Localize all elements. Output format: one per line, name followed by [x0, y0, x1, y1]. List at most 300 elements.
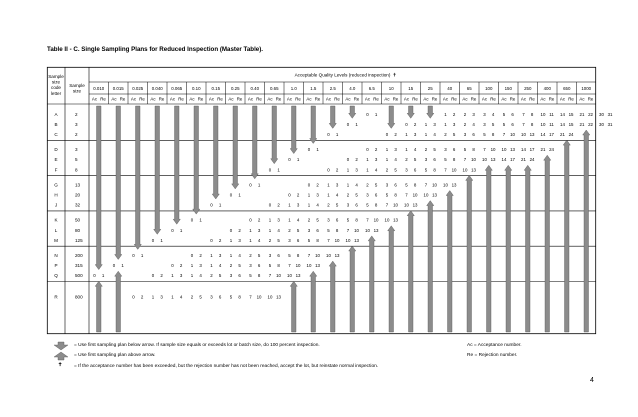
sample-code-letter: E [54, 157, 58, 163]
aql-level-header: 1000 [581, 86, 592, 91]
re-value: 1 [257, 182, 261, 188]
re-value: 6 [511, 111, 514, 117]
ac-value: 3 [463, 132, 467, 137]
re-value: 3 [394, 147, 397, 153]
ac-value: 5 [463, 147, 467, 153]
ac-value: 1 [268, 227, 272, 233]
sample-size: 3 [75, 121, 78, 127]
ac-label: Ac [481, 96, 488, 102]
re-value: 8 [335, 227, 339, 233]
ac-value: 0 [268, 167, 272, 173]
ac-label: Ac [228, 96, 234, 102]
ac-value: 10 [306, 263, 312, 269]
ac-value: 2 [210, 273, 213, 279]
ac-value: 21 [560, 132, 565, 137]
re-value: 11 [549, 111, 554, 117]
re-value: 1 [218, 202, 222, 208]
re-value: 3 [296, 202, 300, 208]
sample-code-letter: L [54, 227, 58, 233]
re-value: 2 [413, 121, 417, 127]
re-label: Re [256, 96, 262, 102]
re-value: 10 [373, 217, 379, 223]
ac-value: 5 [288, 253, 291, 258]
sample-code-letter: F [54, 167, 58, 173]
re-value: 5 [277, 237, 280, 243]
re-value: 4 [179, 294, 183, 300]
ac-value: 2 [268, 237, 272, 243]
aql-level-header: 650 [563, 86, 571, 91]
ac-value: 14 [521, 147, 526, 153]
re-value: 17 [529, 147, 535, 153]
ac-value: 5 [346, 217, 350, 223]
re-value: 22 [588, 111, 593, 117]
sample-code-letter: H [54, 192, 58, 198]
ac-value: 30 [599, 111, 604, 117]
re-value: 6 [296, 237, 300, 243]
arrow-up-icon [407, 211, 414, 332]
re-value: 1 [296, 157, 300, 163]
aql-level-header: 150 [504, 86, 512, 91]
ac-value: 21 [579, 111, 585, 117]
aql-level-header: 1.5 [310, 86, 317, 91]
re-value: 8 [257, 273, 261, 279]
re-value: 3 [355, 167, 358, 173]
ac-value: 7 [346, 227, 350, 233]
ac-value: 3 [307, 227, 311, 233]
ac-value: 10 [501, 147, 507, 153]
re-value: 1 [374, 111, 378, 117]
re-value: 3 [199, 263, 202, 269]
aql-level-header: 100 [485, 86, 493, 91]
ac-value: 1 [405, 132, 408, 137]
ac-value: 0 [249, 182, 252, 188]
re-label: Re [197, 96, 204, 102]
aql-level-header: 0.015 [112, 86, 124, 91]
sample-code-letter: J [54, 202, 58, 208]
ac-value: 2 [444, 132, 447, 137]
re-value: 13 [393, 217, 398, 223]
re-value: 1 [179, 227, 183, 233]
arrow-down-icon [212, 106, 219, 199]
ac-value: 0 [151, 273, 155, 279]
ac-label: Ac [169, 96, 176, 102]
ac-value: 7 [522, 121, 525, 127]
ac-value: 1 [288, 202, 291, 208]
ac-value: 21 [579, 121, 585, 127]
arrow-up-icon [54, 352, 68, 360]
ac-value: 14 [560, 111, 565, 117]
re-value: 3 [433, 121, 436, 127]
re-value: 13 [334, 253, 340, 258]
arrow-up-icon [466, 175, 473, 332]
ac-value: 7 [268, 273, 272, 279]
re-label: Re [451, 96, 457, 102]
re-value: 4 [218, 263, 222, 269]
ac-value: 0 [405, 121, 408, 127]
re-value: 24 [568, 132, 574, 137]
re-value: 1 [355, 121, 358, 127]
re-label: Re [314, 96, 321, 102]
ac-value: 0 [366, 111, 369, 117]
re-value: 13 [510, 147, 515, 153]
re-label: Re [568, 96, 574, 102]
re-value: 1 [316, 147, 319, 153]
header-aql-dagger-icon: ✝ [392, 72, 397, 79]
ac-value: 7 [385, 202, 389, 208]
ac-value: 10 [326, 253, 331, 258]
re-value: 5 [296, 227, 300, 233]
ac-value: 10 [345, 237, 351, 243]
ac-value: 1 [327, 182, 330, 188]
ac-value: 1 [171, 294, 174, 300]
re-value: 6 [374, 192, 378, 198]
header-code-letter: size [51, 79, 61, 85]
re-value: 6 [335, 217, 339, 223]
re-value: 4 [257, 237, 261, 243]
re-value: 10 [490, 147, 496, 153]
legend-ac-text: Ac = Acceptance number. [467, 343, 522, 348]
ac-value: 1 [288, 217, 291, 223]
re-value: 10 [276, 273, 281, 279]
re-label: Re [158, 96, 165, 102]
re-value: 4 [433, 132, 436, 137]
ac-value: 10 [462, 167, 468, 173]
re-value: 4 [199, 273, 202, 279]
ac-label: Ac [267, 96, 273, 102]
ac-value: 3 [268, 253, 272, 258]
re-value: 4 [394, 157, 397, 163]
ac-value: 2 [463, 111, 467, 117]
arrow-up-icon [563, 140, 570, 332]
re-label: Re [548, 96, 555, 102]
ac-value: 5 [307, 237, 311, 243]
re-value: 8 [374, 202, 378, 208]
ac-value: 0 [190, 217, 194, 223]
re-value: 13 [276, 294, 281, 300]
arrow-down-icon [407, 106, 414, 118]
re-value: 13 [432, 192, 437, 198]
ac-value: 1 [268, 217, 272, 223]
re-value: 3 [413, 132, 417, 137]
re-value: 4 [335, 192, 339, 198]
ac-value: 1 [249, 227, 252, 233]
re-label: Re [412, 96, 418, 102]
re-value: 2 [257, 217, 261, 223]
ac-value: 3 [405, 167, 408, 173]
arrow-up-icon [115, 271, 122, 332]
sample-code-letter: A [54, 111, 58, 117]
ac-value: 2 [463, 121, 467, 127]
ac-label: Ac [130, 96, 137, 102]
aql-level-header: 0.15 [211, 86, 221, 91]
re-value: 2 [199, 253, 202, 258]
re-value: 17 [510, 157, 515, 163]
ac-value: 1 [327, 192, 330, 198]
ac-label: Ac [501, 96, 507, 102]
arrow-up-icon [368, 236, 375, 332]
ac-label: Ac [540, 96, 546, 102]
ac-value: 1 [444, 111, 447, 117]
ac-label: Ac [208, 96, 215, 102]
ac-value: 1 [424, 132, 428, 137]
arrow-down-icon [154, 106, 161, 234]
re-value: 3 [472, 111, 475, 117]
re-label: Re [217, 96, 223, 102]
re-value: 13 [295, 273, 301, 279]
re-value: 5 [355, 192, 358, 198]
re-value: 4 [374, 167, 378, 173]
ac-value: 1 [346, 167, 350, 173]
re-label: Re [275, 96, 282, 102]
re-value: 10 [451, 167, 457, 173]
re-value: 2 [394, 132, 397, 137]
re-value: 2 [238, 227, 241, 233]
re-value: 6 [452, 147, 456, 153]
ac-value: 7 [366, 217, 369, 223]
ac-label: Ac [325, 96, 332, 102]
ac-value: 1 [444, 121, 447, 127]
ac-value: 10 [482, 157, 487, 163]
table-title: Table II - C. Single Sampling Plans for Reduced Inspection (Master Table). [47, 46, 264, 53]
re-value: 8 [530, 121, 534, 127]
re-value: 6 [511, 121, 514, 127]
ac-value: 0 [327, 167, 330, 173]
ac-value: 3 [327, 217, 330, 223]
re-value: 8 [433, 167, 436, 173]
arrow-up-icon [388, 226, 395, 332]
re-value: 10 [393, 202, 398, 208]
re-label: Re [529, 96, 535, 102]
ac-label: Ac [306, 96, 312, 102]
re-value: 31 [607, 121, 613, 127]
ac-value: 3 [288, 237, 291, 243]
re-value: 4 [277, 227, 280, 233]
aql-level-header: 15 [408, 86, 414, 91]
re-value: 10 [510, 132, 515, 137]
re-value: 10 [354, 227, 359, 233]
re-value: 13 [471, 167, 476, 173]
re-value: 10 [295, 263, 301, 269]
re-value: 8 [491, 132, 495, 137]
ac-value: 10 [443, 182, 448, 188]
re-value: 8 [413, 182, 417, 188]
re-value: 13 [529, 132, 535, 137]
ac-value: 2 [307, 217, 311, 223]
re-value: 11 [549, 121, 554, 127]
ac-value: 10 [287, 273, 292, 279]
re-value: 8 [472, 147, 475, 153]
re-value: 2 [335, 167, 339, 173]
header-code-letter: letter [50, 90, 62, 96]
ac-value: 10 [521, 132, 526, 137]
re-value: 24 [549, 147, 554, 153]
re-value: 1 [335, 132, 339, 137]
ac-label: Ac [189, 96, 195, 102]
ac-value: 7 [249, 294, 252, 300]
ac-value: 3 [229, 273, 233, 279]
ac-value: 1 [210, 253, 213, 258]
ac-value: 1 [424, 121, 428, 127]
re-value: 17 [549, 132, 554, 137]
ac-value: 1 [229, 253, 233, 258]
re-value: 3 [179, 273, 183, 279]
sample-code-letter: N [54, 253, 58, 258]
re-value: 3 [316, 192, 319, 198]
arrow-down-icon [54, 342, 68, 350]
ac-value: 1 [307, 192, 311, 198]
ac-label: Ac [345, 96, 351, 102]
arrow-up-icon [485, 165, 492, 332]
ac-value: 0 [385, 132, 389, 137]
ac-value: 2 [327, 202, 330, 208]
ac-value: 3 [385, 182, 389, 188]
re-label: Re [295, 96, 301, 102]
ac-label: Ac [403, 96, 410, 102]
ac-value: 0 [229, 227, 233, 233]
ac-label: Ac [91, 96, 98, 102]
ac-value: 3 [346, 202, 350, 208]
ac-value: 0 [229, 192, 233, 198]
ac-label: Ac [579, 96, 585, 102]
sample-code-letter: Q [54, 273, 58, 279]
re-value: 13 [490, 157, 496, 163]
aql-level-header: 1.0 [290, 86, 297, 91]
re-value: 4 [413, 147, 417, 153]
arrow-up-icon [290, 281, 297, 332]
re-value: 5 [374, 182, 378, 188]
sample-code-letter: K [54, 217, 58, 223]
aql-level-header: 4.0 [349, 86, 356, 91]
aql-level-header: 0.040 [151, 86, 163, 91]
ac-value: 7 [424, 182, 428, 188]
ac-value: 0 [346, 121, 350, 127]
ac-value: 7 [327, 237, 330, 243]
re-value: 1 [121, 263, 124, 269]
ac-value: 5 [502, 121, 506, 127]
aql-level-header: 0.10 [191, 86, 201, 91]
re-label: Re [587, 96, 594, 102]
re-label: Re [353, 96, 360, 102]
header-sample-size: size [72, 88, 82, 94]
re-value: 10 [432, 182, 437, 188]
ac-value: 2 [424, 147, 428, 153]
ac-value: 1 [366, 157, 369, 163]
legend-re-text: Re = Rejection number. [467, 353, 518, 358]
ac-value: 1 [249, 237, 252, 243]
aql-level-header: 0.40 [250, 86, 260, 91]
re-value: 5 [257, 253, 261, 258]
re-value: 6 [257, 263, 261, 269]
ac-value: 1 [210, 263, 213, 269]
ac-value: 0 [268, 202, 272, 208]
arrow-down-icon [388, 106, 395, 128]
re-value: 1 [238, 192, 241, 198]
sample-code-letter: P [54, 263, 58, 269]
legend-down-arrow-text: = Use first sampling plan below arrow. If sample size equals or exceeds lot or batch size, do 100 percent inspection. [74, 343, 320, 348]
ac-value: 7 [307, 253, 311, 258]
ac-value: 5 [444, 157, 447, 163]
re-label: Re [509, 96, 516, 102]
ac-value: 2 [405, 157, 408, 163]
sample-size: 315 [75, 263, 83, 269]
re-value: 6 [218, 294, 222, 300]
ac-value: 10 [365, 227, 370, 233]
ac-value: 0 [366, 147, 369, 153]
re-value: 2 [179, 263, 183, 269]
re-value: 3 [257, 227, 261, 233]
re-value: 3 [277, 217, 280, 223]
ac-value: 1 [366, 167, 369, 173]
sample-size: 800 [75, 294, 83, 300]
sample-size: 500 [75, 273, 83, 279]
ac-value: 21 [540, 147, 546, 153]
sample-size: 5 [75, 157, 78, 163]
re-value: 5 [218, 273, 222, 279]
re-value: 4 [238, 253, 241, 258]
sample-size: 2 [75, 132, 78, 137]
re-label: Re [100, 96, 106, 102]
table-frame [47, 67, 595, 333]
arrow-down-icon [349, 106, 356, 118]
arrow-up-icon [505, 165, 512, 332]
ac-value: 1 [190, 273, 194, 279]
ac-value: 3 [366, 192, 369, 198]
ac-value: 7 [522, 111, 525, 117]
re-value: 5 [238, 263, 241, 269]
arrow-down-icon [115, 106, 122, 260]
ac-label: Ac [520, 96, 527, 102]
ac-label: Ac [442, 96, 449, 102]
sample-code-letter: D [54, 147, 58, 153]
re-value: 10 [315, 253, 320, 258]
re-value: 8 [530, 111, 534, 117]
ac-value: 5 [424, 167, 428, 173]
re-value: 2 [218, 237, 222, 243]
re-value: 6 [238, 273, 241, 279]
re-value: 8 [277, 263, 280, 269]
ac-value: 3 [210, 294, 213, 300]
ac-value: 0 [288, 157, 291, 163]
arrow-down-icon [232, 106, 239, 189]
aql-level-header: 0.010 [93, 86, 105, 91]
ac-value: 0 [132, 253, 135, 258]
ac-value: 2 [288, 227, 291, 233]
ac-label: Ac [384, 96, 390, 102]
arrow-up-icon [329, 261, 336, 332]
re-value: 4 [316, 202, 319, 208]
sampling-plan-table [47, 67, 613, 334]
ac-value: 0 [210, 202, 213, 208]
ac-value: 7 [444, 167, 447, 173]
re-value: 5 [394, 167, 397, 173]
arrow-down-icon [310, 106, 317, 144]
re-value: 2 [316, 182, 319, 188]
ac-value: 2 [366, 182, 369, 188]
header-aql-title: Acceptable Quality Levels (reduced inspection) [294, 72, 391, 78]
ac-label: Ac [364, 96, 371, 102]
ac-value: 0 [346, 157, 350, 163]
re-value: 2 [140, 294, 144, 300]
re-label: Re [139, 96, 145, 102]
ac-value: 10 [404, 202, 409, 208]
ac-value: 0 [327, 132, 330, 137]
re-value: 10 [256, 294, 262, 300]
ac-value: 7 [463, 157, 467, 163]
re-value: 24 [529, 157, 535, 163]
ac-value: 10 [267, 294, 273, 300]
re-label: Re [178, 96, 184, 102]
sample-size: 20 [75, 192, 81, 198]
